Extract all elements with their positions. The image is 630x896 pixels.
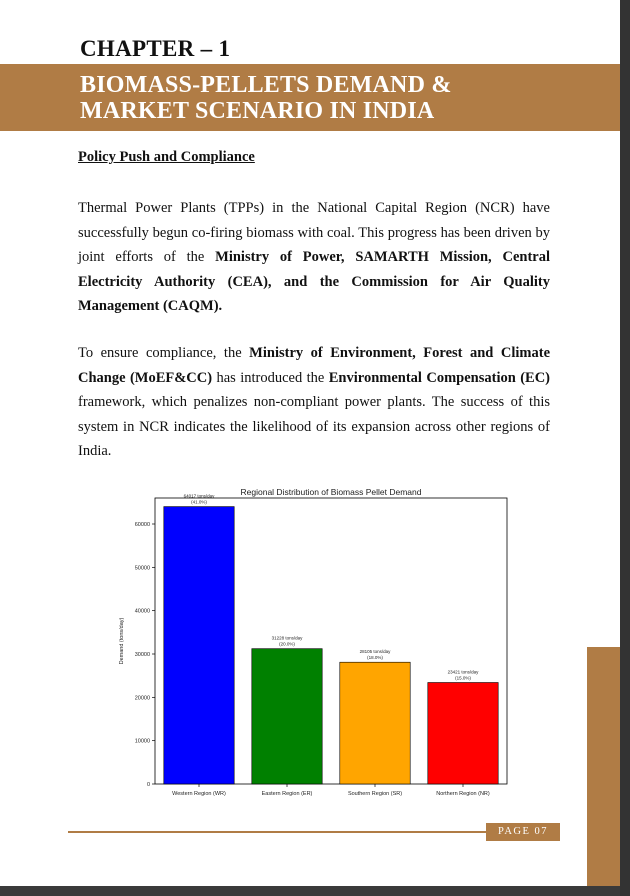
y-tick-label: 50000 xyxy=(134,565,150,572)
y-axis-label: Demand (tons/day) xyxy=(119,617,125,665)
section-heading: Policy Push and Compliance xyxy=(78,149,255,165)
paragraph-bold-text: Ministry of Power, SAMARTH Mission, Central Electricity Authority (CEA), and the Commission for Air Quality Management (CAQM). xyxy=(78,249,550,314)
demand-chart xyxy=(110,482,515,800)
chapter-title: CHAPTER – 1 xyxy=(80,36,231,61)
bar-1 xyxy=(164,507,234,784)
paragraph-text: Thermal Power Plants (TPPs) in the National Capital Region (NCR) have successfully begun co-firing biomass with coal. This progress has been driven by joint efforts of the xyxy=(78,200,550,265)
y-tick-label: 10000 xyxy=(134,738,150,745)
demand-chart-svg xyxy=(110,482,515,800)
paragraph-bold-text: Ministry of Environment, Forest and Climate Change (MoEF&CC) xyxy=(78,345,551,386)
chart-title: Regional Distribution of Biomass Pellet Demand xyxy=(240,487,422,497)
paragraph-text: To ensure compliance, the xyxy=(78,345,250,361)
bar-data-label-percent: (20.0%) xyxy=(279,641,295,647)
y-tick-label: 30000 xyxy=(134,652,150,658)
bar-data-label-percent: (18.0%) xyxy=(367,655,383,661)
page-edge-shadow xyxy=(620,0,630,896)
y-tick-label: 60000 xyxy=(134,522,150,528)
y-tick-label: 0 xyxy=(146,782,150,788)
x-tick-label: Southern Region (SR) xyxy=(347,791,403,797)
bar-data-label: 28105 tons/day xyxy=(359,649,391,655)
side-decoration-tab xyxy=(587,647,620,886)
bar-data-label-percent: (41.0%) xyxy=(191,499,207,505)
banner-title xyxy=(80,72,600,124)
bar-4 xyxy=(428,683,498,784)
paragraph-bold-text: Environmental Compensation (EC) xyxy=(328,369,550,386)
bar-data-label: 23421 tons/day xyxy=(447,669,479,675)
banner-title-line1: BIOMASS-PELLETS DEMAND & xyxy=(80,72,452,98)
bar-data-label: 31228 tons/day xyxy=(271,635,303,641)
page-number-badge: PAGE 07 xyxy=(486,823,560,841)
x-tick-label: Western Region (WR) xyxy=(172,791,226,797)
banner-title-line2: MARKET SCENARIO IN INDIA xyxy=(80,98,435,124)
footer-divider xyxy=(68,831,486,833)
paragraph-text: has introduced the xyxy=(212,369,329,386)
y-tick-label: 20000 xyxy=(134,695,150,702)
bar-data-label-percent: (15.0%) xyxy=(455,675,471,681)
bar-data-label: 64017 tons/day xyxy=(183,493,215,499)
bar-2 xyxy=(252,649,322,784)
paragraph-compliance xyxy=(78,341,550,464)
bar-3 xyxy=(340,662,410,784)
y-tick-label: 40000 xyxy=(134,608,150,615)
paragraph-text: framework, which penalizes non-compliant power plants. The success of this system in NCR indicates the likelihood of its expansion across other regions of India. xyxy=(78,394,550,459)
paragraph-cofiring xyxy=(78,196,550,319)
x-tick-label: Northern Region (NR) xyxy=(436,791,490,797)
x-tick-label: Eastern Region (ER) xyxy=(261,791,313,797)
chapter-banner xyxy=(0,64,620,131)
